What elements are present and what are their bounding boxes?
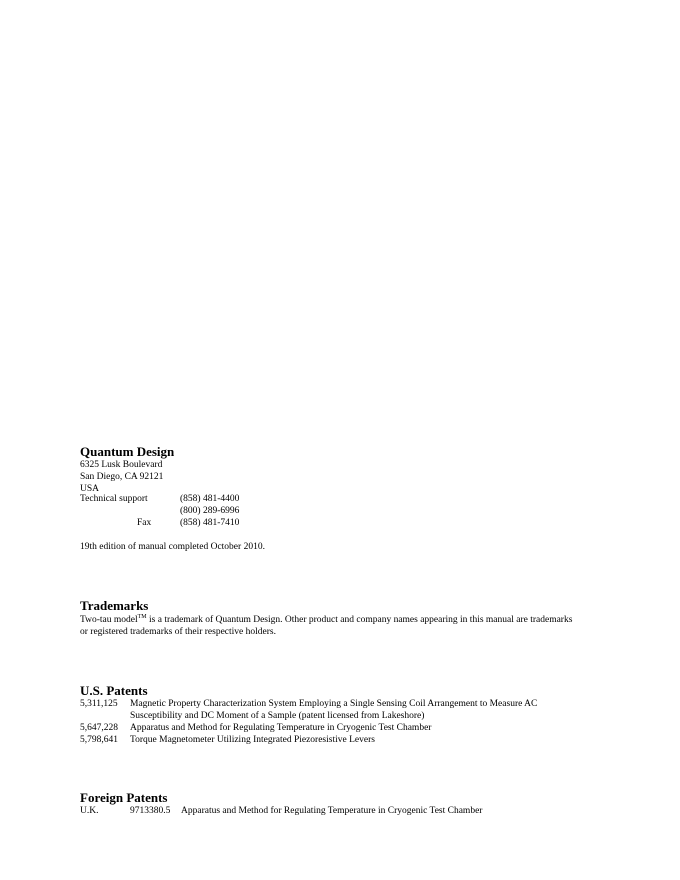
us-patent-title: Magnetic Property Characterization System Employing a Single Sensing Coil Arrangement to Measure AC — [130, 699, 538, 709]
trademarks-text-start: Two-tau model — [80, 615, 138, 625]
foreign-patent-country: U.K. — [80, 806, 99, 816]
fax-label: Fax — [137, 518, 152, 528]
trademarks-heading: Trademarks — [80, 598, 149, 613]
company-name: Quantum Design — [80, 444, 175, 459]
fax-number: (858) 481-7410 — [180, 518, 240, 528]
trademarks-text-rest: is a trademark of Quantum Design. Other product and company names appearing in this manual are trademarks or registered trademarks of their respective holders. — [80, 615, 573, 637]
edition-note: 19th edition of manual completed October 2010. — [80, 542, 265, 552]
trademark-symbol: TM — [137, 613, 147, 620]
us-patent-number: 5,798,641 — [80, 735, 118, 745]
tech-support-phone-1: (858) 481-4400 — [180, 494, 240, 504]
us-patent-title: Apparatus and Method for Regulating Temperature in Cryogenic Test Chamber — [130, 723, 432, 733]
foreign-patent-number: 9713380.5 — [130, 806, 171, 816]
us-patent-title: Torque Magnetometer Utilizing Integrated Piezoresistive Levers — [130, 735, 375, 745]
trademarks-paragraph — [80, 614, 580, 638]
tech-support-phone-2: (800) 289-6996 — [180, 506, 240, 516]
foreign-patent-title: Apparatus and Method for Regulating Temperature in Cryogenic Test Chamber — [181, 806, 483, 816]
address-country: USA — [80, 484, 100, 494]
tech-support-label: Technical support — [80, 494, 148, 504]
address-line-1: 6325 Lusk Boulevard — [80, 460, 163, 470]
us-patent-number: 5,311,125 — [80, 699, 118, 709]
us-patent-number: 5,647,228 — [80, 723, 118, 733]
us-patents-heading: U.S. Patents — [80, 683, 148, 698]
foreign-patents-heading: Foreign Patents — [80, 790, 168, 805]
us-patent-title-continued: Susceptibility and DC Moment of a Sample (patent licensed from Lakeshore) — [130, 711, 425, 721]
address-line-2: San Diego, CA 92121 — [80, 472, 164, 482]
